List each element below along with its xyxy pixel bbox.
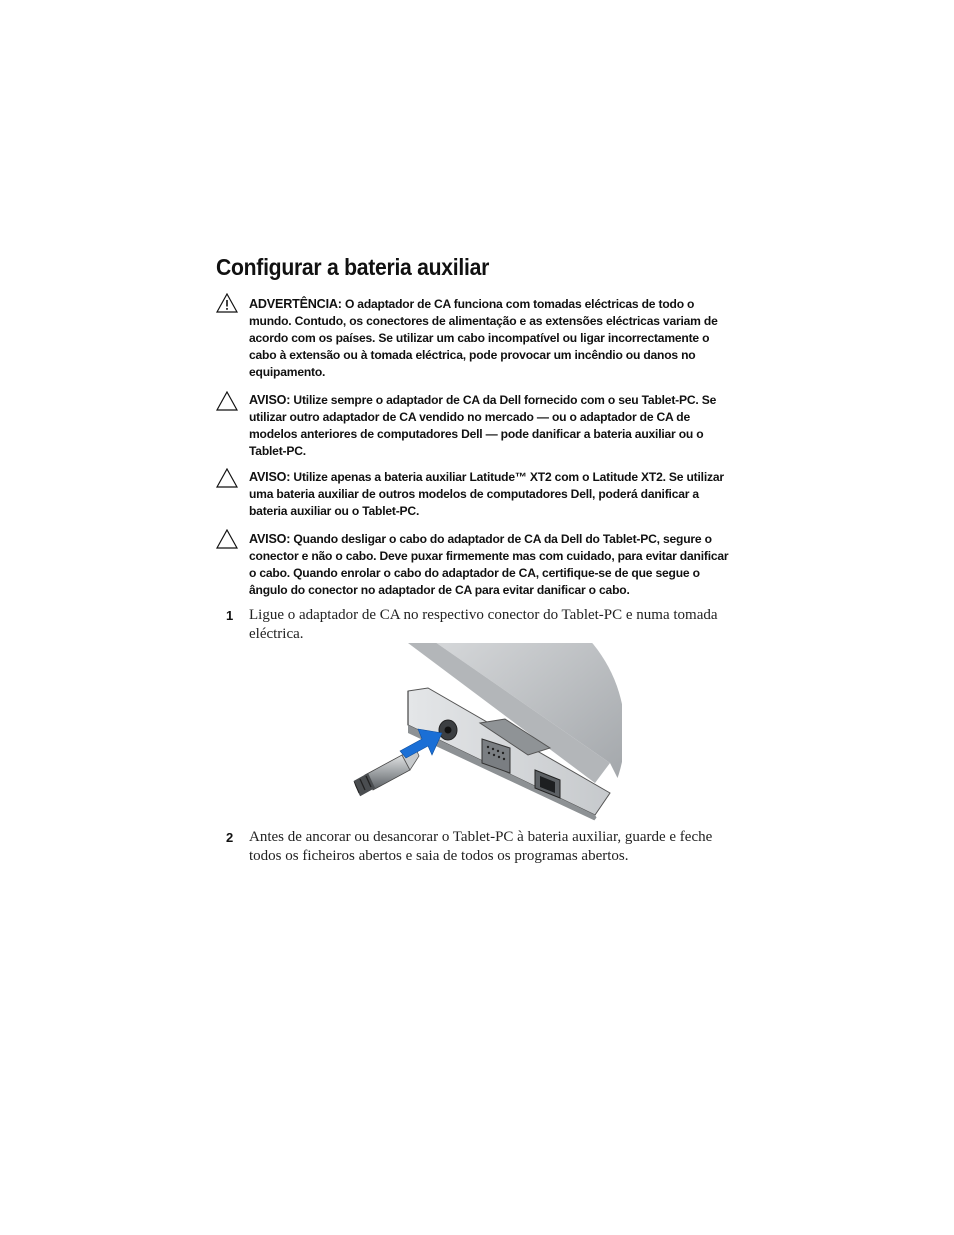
notice-line: equipamento.: [249, 365, 326, 379]
step-text: [249, 606, 744, 644]
step-line: Antes de ancorar ou desancorar o Tablet-PC à bateria auxiliar, guarde e feche: [249, 829, 713, 845]
notice-line: mundo. Contudo, os conectores de alimentação e as extensões eléctricas variam de: [249, 314, 718, 328]
notice-label: AVISO:: [249, 393, 291, 407]
step-text: [249, 828, 744, 866]
caution-text: [249, 531, 741, 599]
notice-label: ADVERTÊNCIA:: [249, 297, 342, 311]
step-number: 2: [226, 830, 234, 845]
notice-line: Tablet-PC.: [249, 444, 306, 458]
notice-label: AVISO:: [249, 470, 291, 484]
step-line: eléctrica.: [249, 626, 304, 642]
notice-line: utilizar outro adaptador de CA vendido no mercado — ou o adaptador de CA de: [249, 410, 691, 424]
notice-line: o cabo. Quando enrolar o cabo do adaptador de CA, certifique-se de que segue o: [249, 566, 700, 580]
adapter-connection-illustration: [310, 643, 622, 823]
notice-line: bateria auxiliar ou o Tablet-PC.: [249, 504, 420, 518]
notice-line: Utilize apenas a bateria auxiliar Latitude™ XT2 com o Latitude XT2. Se utilizar: [293, 470, 724, 484]
page-title: Configurar a bateria auxiliar: [216, 254, 490, 280]
notice-line: conector e não o cabo. Deve puxar firmemente mas com cuidado, para evitar danificar: [249, 549, 729, 563]
caution-icon: [216, 529, 240, 551]
notice-line: cabo à extensão ou à tomada eléctrica, pode provocar um incêndio ou danos no: [249, 348, 696, 362]
notice-line: Quando desligar o cabo do adaptador de CA da Dell do Tablet-PC, segure o: [293, 532, 712, 546]
caution-icon: [216, 391, 240, 413]
step-line: todos os ficheiros abertos e saia de todos os programas abertos.: [249, 848, 629, 864]
notice-label: AVISO:: [249, 532, 291, 546]
caution-icon: [216, 468, 240, 490]
caution-text: [249, 392, 741, 460]
warning-text: [249, 296, 741, 381]
step-number: 1: [226, 608, 234, 623]
notice-line: Utilize sempre o adaptador de CA da Dell fornecido com o seu Tablet-PC. Se: [293, 393, 717, 407]
notice-line: ângulo do conector no adaptador de CA para evitar danificar o cabo.: [249, 583, 630, 597]
notice-line: acordo com os países. Se utilizar um cabo incompatível ou ligar incorrectamente o: [249, 331, 710, 345]
notice-line: O adaptador de CA funciona com tomadas eléctricas de todo o: [344, 297, 695, 311]
notice-line: uma bateria auxiliar de outros modelos de computadores Dell, poderá danificar a: [249, 487, 699, 501]
warning-icon: [216, 293, 240, 315]
notice-line: modelos anteriores de computadores Dell — pode danificar a bateria auxiliar ou o: [249, 427, 704, 441]
step-line: Ligue o adaptador de CA no respectivo conector do Tablet-PC e numa tomada: [249, 607, 718, 623]
caution-text: [249, 469, 741, 520]
